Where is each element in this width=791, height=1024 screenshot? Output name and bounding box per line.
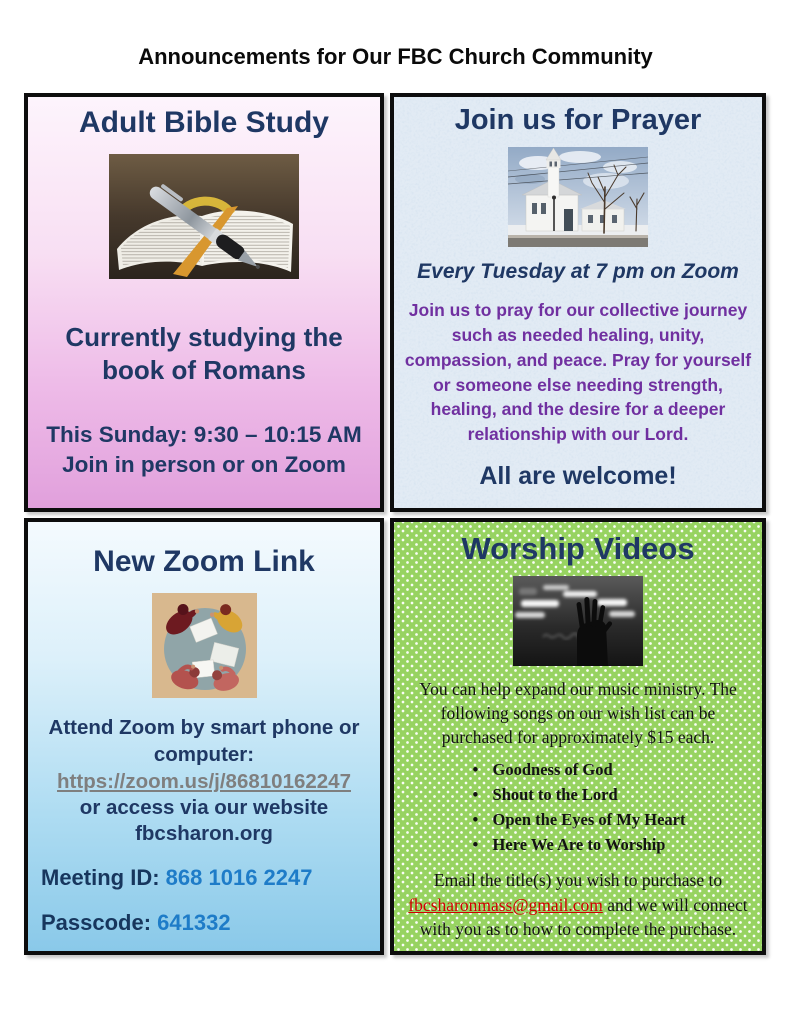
prayer-title: Join us for Prayer (454, 104, 702, 136)
email-text-after: and we will connect with you as to how to complete the purchase. (419, 894, 748, 939)
song-wish-list (471, 758, 686, 857)
zoom-meeting-link[interactable]: https://zoom.us/j/86810162247 (57, 770, 351, 794)
panel-new-zoom-link (24, 518, 384, 955)
zoom-link-title: New Zoom Link (93, 545, 315, 578)
church-email-link[interactable]: fbcsharonmass@gmail.com (408, 894, 603, 915)
announcement-grid (24, 93, 766, 955)
church-photo (508, 147, 648, 247)
song-item: • Goodness of God (471, 758, 686, 783)
song-item: • Here We Are to Worship (471, 833, 686, 858)
worship-videos-title: Worship Videos (461, 531, 695, 566)
bible-photo (109, 154, 299, 279)
zoom-attend-line: Attend Zoom by smart phone or computer: (48, 716, 360, 766)
zoom-meeting-clipart (152, 593, 257, 698)
passcode-row (41, 910, 231, 936)
bible-study-join-line: Join in person or on Zoom (62, 451, 346, 477)
meeting-id-label: Meeting ID: (41, 865, 166, 891)
song-item: • Open the Eyes of My Heart (471, 808, 686, 833)
panel-adult-bible-study (24, 93, 384, 512)
prayer-schedule: Every Tuesday at 7 pm on Zoom (417, 260, 739, 283)
meeting-id-row (41, 865, 313, 891)
panel-worship-videos (390, 518, 766, 955)
meeting-id-value: 868 1016 2247 (165, 865, 313, 891)
panel-join-us-for-prayer (390, 93, 766, 512)
bible-study-title: Adult Bible Study (79, 106, 329, 139)
church-website: fbcsharon.org (135, 822, 273, 846)
worship-intro-text: You can help expand our music ministry. The following songs on our wish list can be purchased for approximately $15 each. (419, 679, 737, 748)
song-item: • Shout to the Lord (471, 783, 686, 808)
bible-study-schedule: This Sunday: 9:30 – 10:15 AM (46, 421, 362, 447)
prayer-welcome-line: All are welcome! (479, 462, 677, 491)
worship-email-line (402, 868, 754, 940)
passcode-label: Passcode: (41, 910, 158, 936)
zoom-website-intro: or access via our website (79, 796, 329, 820)
email-text-before: Email the title(s) you wish to purchase to (433, 870, 723, 891)
bible-study-topic: Currently studying the book of Romans (65, 322, 343, 386)
passcode-value: 641332 (157, 910, 231, 936)
prayer-body-text: Join us to pray for our collective journey such as needed healing, unity, compassion, and peace. Pray for yourself or someone else needing strength, healing, and the desire for a deeper relationship with our Lord. (404, 300, 752, 445)
worship-video-still (513, 576, 643, 666)
page-title: Announcements for Our FBC Church Community (138, 44, 653, 69)
